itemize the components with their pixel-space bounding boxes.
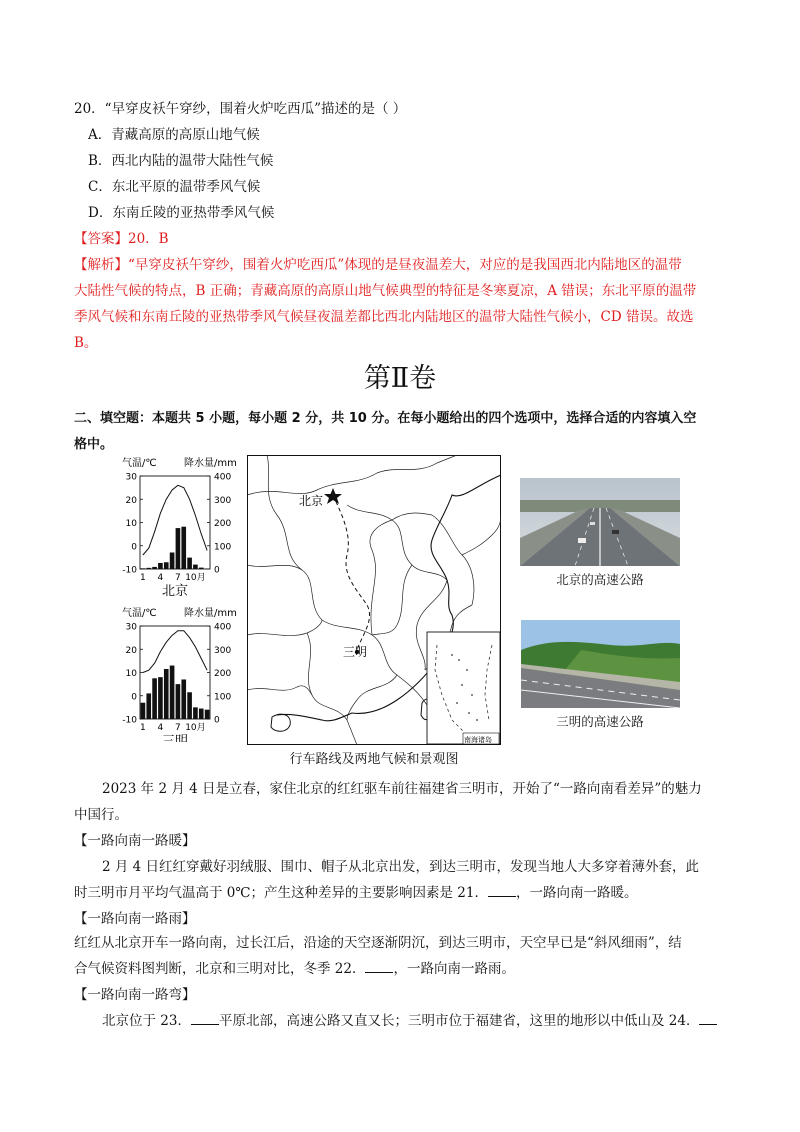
precip-bar — [146, 693, 151, 719]
section-2-text: 合气候资料图判断，北京和三明对比，冬季 22． — [74, 961, 366, 977]
precip-bar — [141, 703, 146, 719]
climate-charts — [112, 452, 242, 742]
precip-bar — [187, 692, 192, 719]
sanming-highway-photo — [521, 620, 680, 708]
section-2-line-2 — [74, 960, 515, 978]
temp-curve — [143, 485, 207, 555]
month-label: 4 — [157, 573, 164, 583]
blank-23[interactable] — [191, 1012, 219, 1025]
precip-tick-label: 200 — [214, 669, 232, 679]
precip-tick-label: 100 — [214, 542, 232, 553]
precip-bar — [170, 666, 175, 719]
city-label: 三明 — [161, 734, 189, 742]
q20-option-c: C．东北平原的温带季风气候 — [88, 179, 261, 195]
precip-bar — [158, 677, 163, 719]
climate-plot-frame — [140, 476, 210, 569]
temp-tick-label: 30 — [125, 622, 137, 633]
precip-axis-label: 降水量/mm — [184, 608, 237, 619]
precip-bar — [199, 568, 204, 569]
temp-tick-label: 20 — [125, 645, 137, 656]
temp-tick-label: -10 — [122, 565, 137, 576]
temp-tick-label: -10 — [122, 715, 137, 726]
q20-answer: 【答案】20．B — [74, 231, 169, 247]
month-label: 10月 — [185, 573, 206, 583]
q20-analysis-line: 【解析】“早穿皮袄午穿纱，围着火炉吃西瓜”体现的是昼夜温差大，对应的是我国西北内陆地区的温带 — [74, 257, 682, 273]
section-2-title: 【一路向南一路雨】 — [74, 911, 196, 927]
q20-option-a: A．青藏高原的高原山地气候 — [88, 127, 260, 143]
precip-bar — [164, 562, 169, 569]
precip-tick-label: 300 — [214, 645, 232, 656]
passage-intro-line: 2023 年 2 月 4 日是立春，家住北京的红红驱车前往福建省三明市，开始了“一路向南看差异”的魅力 — [102, 781, 702, 797]
temp-curve — [143, 631, 207, 673]
precip-bar — [187, 558, 192, 569]
month-label: 1 — [140, 573, 146, 583]
precip-bar — [164, 669, 169, 719]
map-label-sanming: 三明 — [343, 645, 368, 659]
section-2-tail: ，一路向南一路雨。 — [393, 961, 515, 977]
precip-bar — [181, 527, 186, 569]
precip-bar — [181, 679, 186, 719]
precip-tick-label: 100 — [214, 692, 232, 703]
q20-option-b: B．西北内陆的温带大陆性气候 — [88, 153, 274, 169]
precip-bar — [176, 684, 181, 719]
month-label: 7 — [175, 723, 181, 733]
blank-24[interactable] — [699, 1012, 717, 1025]
precip-bar — [199, 709, 204, 719]
beijing-photo-caption: 北京的高速公路 — [556, 572, 644, 587]
month-label: 7 — [175, 573, 181, 583]
section-1-tail: ，一路向南一路暖。 — [515, 885, 638, 901]
blank-21[interactable] — [488, 884, 516, 897]
precip-bar — [193, 707, 198, 719]
precip-bar — [176, 528, 181, 569]
precip-tick-label: 300 — [214, 495, 232, 506]
route-map-svg — [247, 455, 501, 745]
sanming-photo-caption: 三明的高速公路 — [556, 714, 644, 729]
precip-tick-label: 0 — [214, 565, 220, 576]
section-2-line: 红红从北京开车一路向南，过长江后，沿途的天空逐渐阴沉，到达三明市，天空早已是“斜风细雨”，结 — [74, 935, 682, 951]
temp-axis-label: 气温/℃ — [122, 458, 157, 469]
climate-charts-svg — [112, 452, 242, 742]
precip-bar — [141, 568, 146, 569]
temp-tick-label: 10 — [125, 669, 137, 679]
city-label: 北京 — [161, 584, 189, 599]
passage-intro-line: 中国行。 — [74, 807, 128, 823]
month-label: 4 — [157, 723, 164, 733]
precip-bar — [205, 710, 210, 719]
precip-tick-label: 400 — [214, 622, 232, 633]
section-intro-line: 格中。 — [74, 437, 114, 452]
month-label: 1 — [140, 723, 146, 733]
map-label-beijing: 北京 — [299, 494, 324, 508]
q20-stem: 20．“早穿皮袄午穿纱，围着火炉吃西瓜”描述的是（ ） — [74, 101, 407, 117]
precip-bar — [158, 563, 163, 569]
section-intro-line: 二、填空题：本题共 5 小题，每小题 2 分，共 10 分。在每小题给出的四个选项中，选择合适的内容填入空 — [74, 411, 697, 426]
section-3-text: 北京位于 23． — [102, 1013, 191, 1029]
figure-caption: 行车路线及两地气候和景观图 — [289, 752, 459, 767]
section-3-tail: 平原北部，高速公路又直又长；三明市位于福建省，这里的地形以中低山及 24． — [218, 1013, 700, 1029]
q20-analysis-line: 季风气候和东南丘陵的亚热带季风气候昼夜温差都比西北内陆地区的温带大陆性气候小，CD 错误。故选 — [74, 309, 694, 325]
temp-axis-label: 气温/℃ — [122, 608, 157, 619]
temp-tick-label: 30 — [125, 472, 137, 483]
month-label: 10月 — [185, 723, 206, 733]
q20-analysis-line: B。 — [74, 335, 98, 351]
precip-bar — [146, 568, 151, 569]
section-3-line — [102, 1012, 717, 1030]
temp-tick-label: 10 — [125, 519, 137, 529]
precip-axis-label: 降水量/mm — [184, 458, 237, 469]
q20-analysis-line: 大陆性气候的特点，B 正确；青藏高原的高原山地气候典型的特征是冬寒夏凉，A 错误；东北平原的温带 — [74, 283, 697, 299]
blank-22[interactable] — [365, 960, 393, 973]
inset-label: 南海诸岛 — [464, 736, 492, 744]
section-1-line: 2 月 4 日红红穿戴好羽绒服、围巾、帽子从北京出发，到达三明市，发现当地人大多穿着薄外套，此 — [102, 859, 700, 875]
precip-tick-label: 0 — [214, 715, 220, 726]
beijing-highway-photo — [520, 478, 680, 566]
precip-tick-label: 200 — [214, 519, 232, 529]
section-1-text: 时三明市月平均气温高于 0℃；产生这种差异的主要影响因素是 21． — [74, 885, 488, 901]
section-title: 第Ⅱ卷 — [363, 363, 437, 394]
precip-bar — [152, 567, 157, 569]
section-3-title: 【一路向南一路弯】 — [74, 987, 196, 1003]
precip-bar — [170, 552, 175, 569]
section-1-line-2 — [74, 884, 637, 902]
precip-bar — [193, 565, 198, 569]
temp-tick-label: 0 — [131, 542, 137, 553]
temp-tick-label: 20 — [125, 495, 137, 506]
route-map — [247, 455, 501, 745]
precip-tick-label: 400 — [214, 472, 232, 483]
precip-bar — [152, 678, 157, 719]
temp-tick-label: 0 — [131, 692, 137, 703]
q20-option-d: D．东南丘陵的亚热带季风气候 — [88, 205, 275, 221]
section-1-title: 【一路向南一路暖】 — [74, 833, 196, 849]
